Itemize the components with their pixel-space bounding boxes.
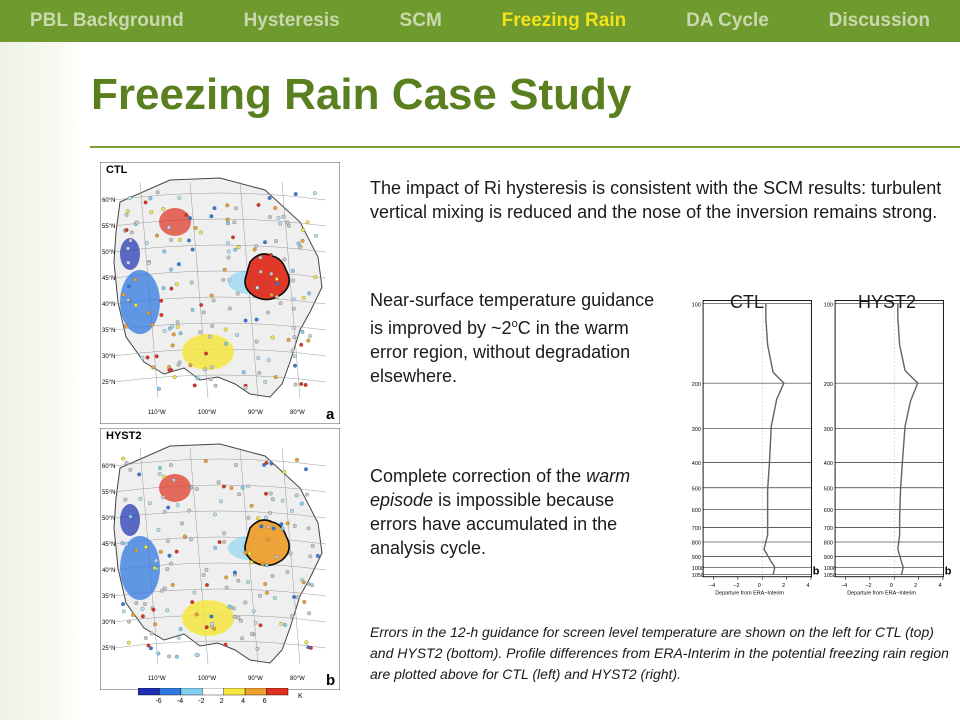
degree-superscript: o: [511, 318, 518, 330]
svg-text:100°W: 100°W: [198, 410, 217, 416]
svg-text:Departure from ERA−Interim: Departure from ERA−Interim: [847, 590, 916, 597]
left-decor-bar: [0, 42, 82, 720]
slide-title: Freezing Rain Case Study: [91, 70, 632, 119]
svg-text:55°N: 55°N: [102, 490, 116, 496]
svg-text:800: 800: [691, 540, 701, 547]
svg-text:60°N: 60°N: [102, 198, 116, 204]
svg-text:2: 2: [782, 583, 786, 590]
svg-text:80°W: 80°W: [290, 410, 305, 416]
svg-text:110°W: 110°W: [148, 410, 166, 416]
para2-text-end: C in the warm error region, without degradation elsewhere.: [370, 318, 631, 386]
para2-text: Near-surface temperature guidance is improved by ~2: [370, 290, 655, 338]
svg-text:300: 300: [823, 426, 833, 433]
svg-text:1050: 1050: [823, 573, 836, 580]
top-nav: [0, 0, 960, 42]
svg-text:−2: −2: [733, 583, 740, 590]
svg-text:4: 4: [806, 583, 810, 590]
svg-text:100: 100: [691, 302, 701, 309]
svg-text:−4: −4: [708, 583, 716, 590]
svg-text:40°N: 40°N: [102, 568, 116, 574]
paragraph-correction: [370, 464, 660, 560]
tab-da-cycle[interactable]: DA Cycle: [686, 10, 769, 31]
para3-emphasis: warm episode: [370, 466, 631, 510]
title-divider: [90, 146, 960, 148]
svg-text:35°N: 35°N: [102, 594, 116, 600]
svg-text:25°N: 25°N: [102, 380, 116, 386]
svg-text:90°W: 90°W: [248, 676, 263, 682]
svg-text:40°N: 40°N: [102, 302, 116, 308]
svg-text:700: 700: [823, 526, 833, 533]
profile-hyst2-label: HYST2: [858, 292, 917, 312]
map-hyst2-label: HYST2: [106, 430, 142, 442]
svg-text:50°N: 50°N: [102, 516, 116, 522]
map-hyst2-graphic: [100, 428, 340, 690]
tab-discussion[interactable]: Discussion: [828, 10, 931, 31]
svg-text:200: 200: [823, 381, 833, 388]
svg-text:6: 6: [262, 698, 267, 704]
tab-freezing-rain[interactable]: Freezing Rain: [501, 10, 627, 31]
svg-text:4: 4: [938, 583, 942, 590]
svg-text:80°W: 80°W: [290, 676, 305, 682]
svg-text:45°N: 45°N: [102, 542, 116, 548]
paragraph-impact: The impact of Ri hysteresis is consistent with the SCM results: turbulent vertical mixing is reduced and the nose of the inversion remains strong.: [370, 178, 942, 222]
svg-text:60°N: 60°N: [102, 464, 116, 470]
svg-text:1050: 1050: [691, 573, 704, 580]
map-ctl-label: CTL: [106, 164, 128, 176]
svg-text:300: 300: [691, 426, 701, 433]
svg-text:35°N: 35°N: [102, 328, 116, 334]
svg-text:1000: 1000: [691, 565, 704, 572]
svg-text:-4: -4: [176, 698, 184, 704]
colorbar: [138, 688, 318, 704]
svg-text:200: 200: [691, 381, 701, 388]
profile-hyst2: [822, 284, 952, 614]
svg-text:100: 100: [823, 302, 833, 309]
map-ctl-letter: a: [326, 406, 335, 423]
svg-text:K: K: [298, 693, 303, 700]
svg-text:700: 700: [691, 526, 701, 533]
map-ctl: [100, 162, 340, 424]
svg-text:90°W: 90°W: [248, 410, 263, 416]
svg-text:0: 0: [757, 583, 761, 590]
tab-pbl-background[interactable]: PBL Background: [29, 10, 184, 31]
svg-text:4: 4: [241, 698, 246, 704]
svg-text:b: b: [944, 565, 952, 578]
svg-text:100°W: 100°W: [198, 676, 217, 682]
profile-ctl-label: CTL: [730, 292, 765, 312]
svg-text:45°N: 45°N: [102, 276, 116, 282]
map-hyst2: [100, 428, 340, 690]
svg-text:0: 0: [889, 583, 893, 590]
svg-text:400: 400: [691, 461, 701, 468]
svg-text:50°N: 50°N: [102, 250, 116, 256]
para3-text-end: is impossible because errors have accumulated in the analysis cycle.: [370, 490, 618, 558]
svg-text:1000: 1000: [823, 565, 836, 572]
svg-text:800: 800: [823, 540, 833, 547]
svg-text:2: 2: [219, 698, 224, 704]
svg-text:25°N: 25°N: [102, 646, 116, 652]
svg-text:900: 900: [823, 555, 833, 562]
svg-text:−4: −4: [840, 583, 848, 590]
svg-text:500: 500: [823, 486, 833, 493]
svg-text:2: 2: [914, 583, 918, 590]
svg-text:-2: -2: [198, 698, 205, 704]
svg-text:900: 900: [691, 555, 701, 562]
svg-text:Departure from ERA−Interim: Departure from ERA−Interim: [715, 590, 784, 597]
svg-text:110°W: 110°W: [148, 676, 166, 682]
svg-text:30°N: 30°N: [102, 354, 116, 360]
svg-text:−2: −2: [865, 583, 872, 590]
svg-text:600: 600: [823, 508, 833, 515]
svg-text:-6: -6: [155, 698, 162, 704]
svg-text:b: b: [812, 565, 820, 578]
svg-text:400: 400: [823, 461, 833, 468]
svg-text:500: 500: [691, 486, 701, 493]
svg-text:600: 600: [691, 508, 701, 515]
map-hyst2-letter: b: [326, 672, 336, 689]
tab-hysteresis[interactable]: Hysteresis: [243, 10, 340, 31]
svg-text:55°N: 55°N: [102, 224, 116, 230]
tab-scm[interactable]: SCM: [399, 10, 442, 31]
map-ctl-graphic: [100, 162, 340, 424]
figure-caption: Errors in the 12-h guidance for screen level temperature are shown on the left for CTL (top) and HYST2 (bottom). Profile differences from ERA-Interim in the potential freezing rain region are plotted above for CTL (left) and HYST2 (right).: [370, 624, 949, 682]
svg-text:30°N: 30°N: [102, 620, 116, 626]
para3-text: Complete correction of the: [370, 466, 587, 486]
paragraph-improvement: [370, 288, 670, 388]
profile-ctl: [690, 284, 820, 614]
